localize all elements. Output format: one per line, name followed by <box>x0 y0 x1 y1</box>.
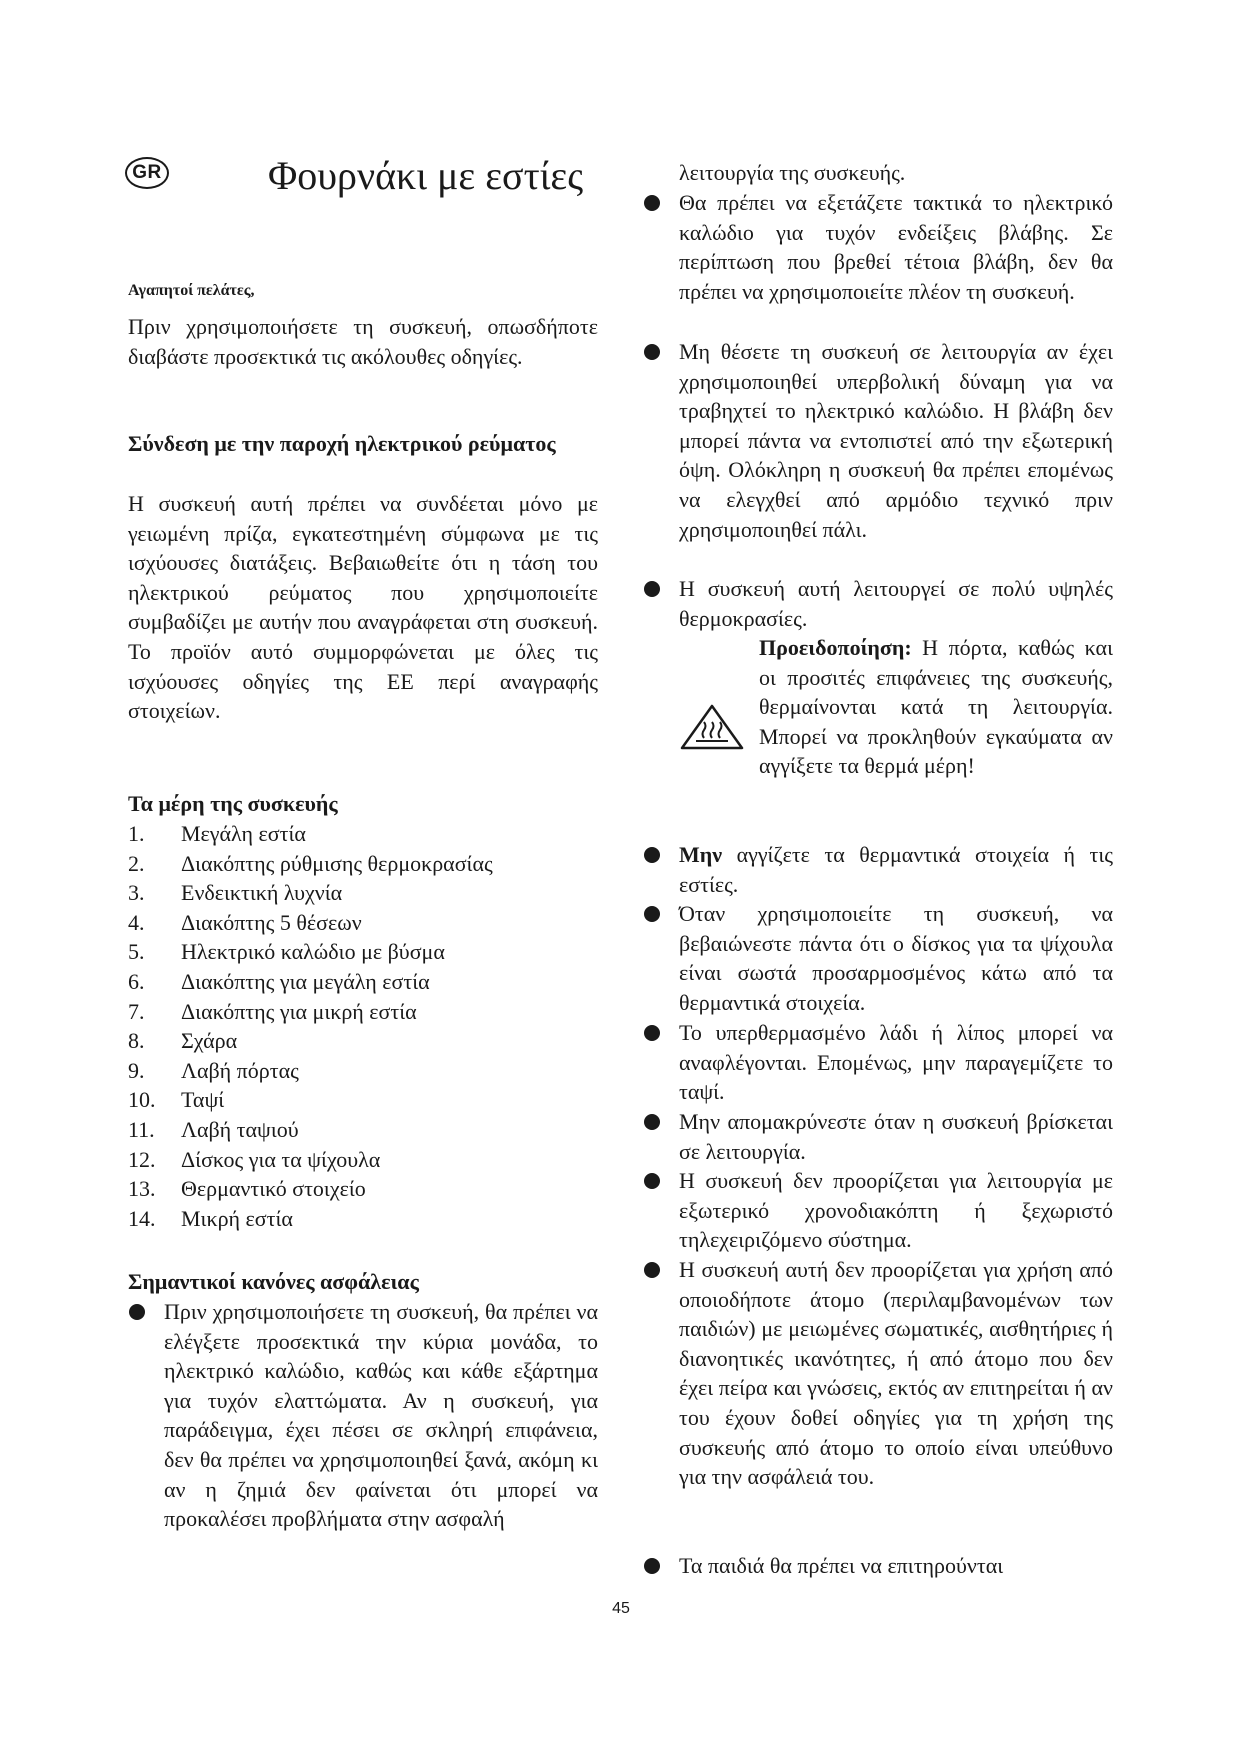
bullet-dot-icon <box>643 899 679 1017</box>
part-label: Λαβή ταψιού <box>181 1116 299 1142</box>
list-item <box>128 967 598 997</box>
part-number: 5. <box>128 939 145 965</box>
safety-bullet <box>643 574 1113 633</box>
warning-text <box>759 633 1113 781</box>
part-label: Λαβή πόρτας <box>181 1057 299 1083</box>
bullet-dot-icon <box>128 1297 164 1534</box>
warning-label: Προειδοποίηση: <box>759 635 912 660</box>
greeting-heading: Αγαπητοί πελάτες, <box>128 282 255 299</box>
bullet-text: Η συσκευή αυτή λειτουργεί σε πολύ υψηλές θερμοκρασίες. <box>679 576 1113 631</box>
safety-bullet <box>643 1551 1113 1581</box>
bullet-dot-icon <box>643 1166 679 1255</box>
bullet-text: Η συσκευή δεν προορίζεται για λειτουργία με εξωτερικό χρονοδιακόπτη ή ξεχωριστό τηλεχειριζόμενο σύστημα. <box>679 1168 1113 1253</box>
bullet-text: Μην απομακρύνεστε όταν η συσκευή βρίσκεται σε λειτουργία. <box>679 1109 1113 1164</box>
bullet-dot-icon <box>643 1551 679 1581</box>
part-label: Ταψί <box>181 1087 225 1113</box>
bullet-dot-icon <box>643 1018 679 1107</box>
language-badge: GR <box>125 157 169 189</box>
bullet-text: Όταν χρησιμοποιείτε τη συσκευή, να βεβαιώνεστε πάντα ότι ο δίσκος για τα ψίχουλα είναι σωστά προσαρμοσμένος κάτω από τα θερμαντικά στοιχεία. <box>679 901 1113 1015</box>
safety-heading: Σημαντικοί κανόνες ασφάλειας <box>128 1269 419 1294</box>
part-number: 14. <box>128 1205 156 1231</box>
part-label: Διακόπτης 5 θέσεων <box>181 909 362 935</box>
parts-list <box>128 819 598 1233</box>
bullet-text: Η συσκευή αυτή δεν προορίζεται για χρήση από οποιοδήποτε άτομο (περιλαμβανομένων των παιδιών) με μειωμένες σωματικές, αισθητήριες ή διανοητικές ικανότητες, ή από άτομο που δεν έχει πείρα και γνώσεις, εκτός αν επιτηρείται ή αν του έχουν δοθεί οδηγίες για τη χρήση της συσκευής από άτομο το οποίο είναι υπεύθυνο για την ασφάλειά του. <box>679 1257 1113 1490</box>
part-number: 8. <box>128 1028 145 1054</box>
list-item <box>128 1056 598 1086</box>
part-number: 2. <box>128 850 145 876</box>
connection-heading: Σύνδεση με την παροχή ηλεκτρικού ρεύματος <box>128 431 556 456</box>
part-label: Σχάρα <box>181 1028 238 1054</box>
list-item <box>128 878 598 908</box>
bullet-text: Το υπερθερμασμένο λάδι ή λίπος μπορεί να αναφλέγονται. Επομένως, μην παραγεμίζετε το ταψί. <box>679 1020 1113 1105</box>
list-item <box>128 1115 598 1145</box>
bullet-dot-icon <box>643 188 679 306</box>
part-label: Διακόπτης για μικρή εστία <box>181 998 417 1024</box>
part-number: 11. <box>128 1116 155 1142</box>
bullet-text: Πριν χρησιμοποιήσετε τη συσκευή, θα πρέπει να ελέγξετε προσεκτικά την κύρια μονάδα, το ηλεκτρικό καλώδιο, καθώς και κάθε εξάρτημα για τυχόν ελαττώματα. Αν η συσκευή, για παράδειγμα, έχει πέσει σε σκληρή επιφάνεια, δεν θα πρέπει να χρησιμοποιηθεί ξανά, ακόμη κι αν η ζημιά δεν φαίνεται ότι μπορεί να προκαλέσει προβλήματα στην ασφαλή <box>164 1299 598 1532</box>
bullet-text-rest: αγγίζετε τα θερμαντικά στοιχεία ή τις εστίες. <box>679 842 1113 897</box>
bullet-text <box>679 840 1113 899</box>
part-number: 7. <box>128 998 145 1024</box>
part-number: 3. <box>128 880 145 906</box>
page-title: Φουρνάκι με εστίες <box>268 153 584 198</box>
safety-bullet <box>643 1107 1113 1166</box>
bullet-dot-icon <box>643 840 679 899</box>
hot-surface-warning <box>679 633 1113 781</box>
list-item <box>128 997 598 1027</box>
warning-body: Η πόρτα, καθώς και οι προσιτές επιφάνειες της συσκευής, θερμαίνονται κατά τη λειτουργία. Μπορεί να προκληθούν εγκαύματα αν αγγίξετε τα θερμά μέρη! <box>759 635 1113 779</box>
hot-surface-warning-icon <box>679 633 759 781</box>
part-label: Μεγάλη εστία <box>181 821 306 846</box>
safety-bullet <box>643 1255 1113 1492</box>
intro-paragraph: Πριν χρησιμοποιήσετε τη συσκευή, οπωσδήποτε διαβάστε προσεκτικά τις ακόλουθες οδηγίες. <box>128 314 598 369</box>
part-label: Μικρή εστία <box>181 1205 293 1231</box>
safety-bullet <box>643 840 1113 899</box>
bold-word: Μην <box>679 842 723 867</box>
list-item <box>128 1026 598 1056</box>
list-item <box>128 849 598 879</box>
connection-paragraph: Η συσκευή αυτή πρέπει να συνδέεται μόνο με γειωμένη πρίζα, εγκατεστημένη σύμφωνα με τις ισχύουσες διατάξεις. Βεβαιωθείτε ότι η τάση του ηλεκτρικού ρεύματος που χρησιμοποιείτε συμβαδίζει με αυτήν που αναγράφεται στη συσκευή. Το προϊόν αυτό συμμορφώνεται με όλες τις ισχύουσες οδηγίες της ΕΕ περί αναγραφής στοιχείων. <box>128 491 598 724</box>
list-item <box>128 1145 598 1175</box>
part-label: Ηλεκτρικό καλώδιο με βύσμα <box>181 939 445 965</box>
parts-heading: Τα μέρη της συσκευής <box>128 791 338 816</box>
list-item <box>128 1085 598 1115</box>
part-label: Θερμαντικό στοιχείο <box>181 1176 366 1202</box>
part-number: 4. <box>128 909 145 935</box>
part-number: 9. <box>128 1057 145 1083</box>
page-number: 45 <box>612 1600 630 1617</box>
bullet-text: Θα πρέπει να εξετάζετε τακτικά το ηλεκτρικό καλώδιο για τυχόν ενδείξεις βλάβης. Σε περίπτωση που βρεθεί τέτοια βλάβη, δεν θα πρέπει να χρησιμοποιείτε πλέον τη συσκευή. <box>679 190 1113 304</box>
part-label: Δίσκος για τα ψίχουλα <box>181 1146 381 1172</box>
bullet-dot-icon <box>643 574 679 633</box>
safety-bullet <box>643 1166 1113 1255</box>
part-number: 12. <box>128 1146 156 1172</box>
list-item <box>128 908 598 938</box>
safety-bullet <box>643 337 1113 544</box>
safety-bullet <box>643 188 1113 306</box>
safety-bullet <box>128 1297 598 1534</box>
part-number: 1. <box>128 821 145 846</box>
bullet-dot-icon <box>643 1107 679 1166</box>
list-item <box>128 1204 598 1234</box>
list-item <box>128 1174 598 1204</box>
part-number: 10. <box>128 1087 156 1113</box>
safety-bullet <box>643 1018 1113 1107</box>
part-label: Διακόπτης για μεγάλη εστία <box>181 968 430 994</box>
bullet-text: Τα παιδιά θα πρέπει να επιτηρούνται <box>679 1553 1004 1578</box>
list-item <box>128 937 598 967</box>
bullet-dot-icon <box>643 1255 679 1492</box>
part-label: Διακόπτης ρύθμισης θερμοκρασίας <box>181 850 493 876</box>
safety-bullet <box>643 899 1113 1017</box>
list-item <box>128 819 598 849</box>
continued-text: λειτουργία της συσκευής. <box>679 160 906 185</box>
part-label: Ενδεικτική λυχνία <box>181 880 343 906</box>
bullet-text: Μη θέσετε τη συσκευή σε λειτουργία αν έχει χρησιμοποιηθεί υπερβολική δύναμη για να τραβηχτεί το ηλεκτρικό καλώδιο. Η βλάβη δεν μπορεί πάντα να εντοπιστεί από την εξωτερική όψη. Ολόκληρη η συσκευή θα πρέπει επομένως να ελεγχθεί από αρμόδιο τεχνικό πριν χρησιμοποιηθεί πάλι. <box>679 339 1113 542</box>
part-number: 13. <box>128 1176 156 1202</box>
bullet-dot-icon <box>643 337 679 544</box>
part-number: 6. <box>128 968 145 994</box>
